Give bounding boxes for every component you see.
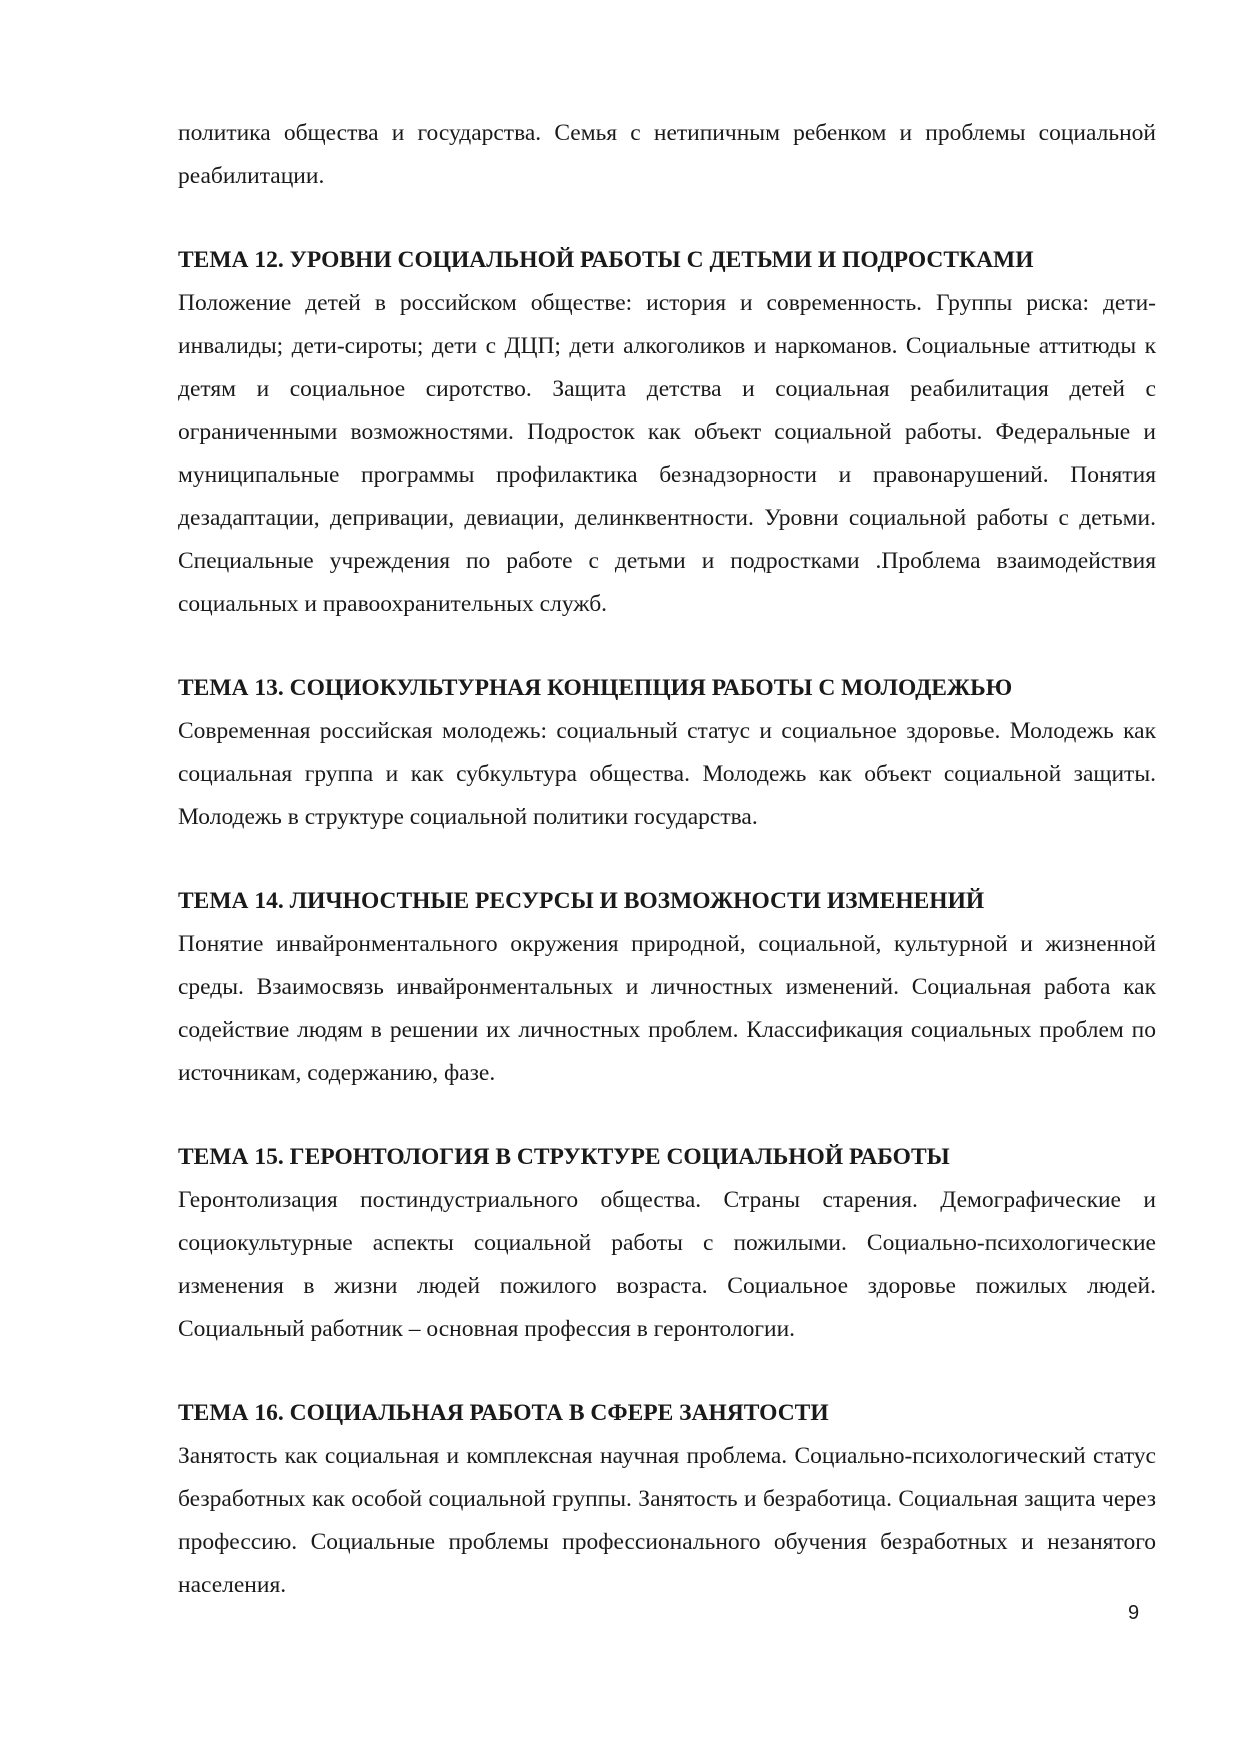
document-page: [178, 112, 1156, 1607]
section-12: [178, 239, 1156, 626]
section-body: Современная российская молодежь: социальный статус и социальное здоровье. Молодежь как социальная группа и как субкультура общества. Молодежь как объект социальной защиты. Молодежь в структуре социальной политики государства.: [178, 718, 1156, 830]
section-13: [178, 667, 1156, 839]
section-gap: [178, 1351, 1156, 1392]
section-title: ТЕМА 14. ЛИЧНОСТНЫЕ РЕСУРСЫ И ВОЗМОЖНОСТИ ИЗМЕНЕНИЙ: [178, 888, 985, 914]
section-title: ТЕМА 15. ГЕРОНТОЛОГИЯ В СТРУКТУРЕ СОЦИАЛЬНОЙ РАБОТЫ: [178, 1144, 950, 1170]
section-body: Положение детей в российском обществе: история и современность. Группы риска: дети-инвалиды; дети-сироты; дети с ДЦП; дети алкоголиков и наркоманов. Социальные аттитюды к детям и социальное сиротство. Защита детства и социальная реабилитация детей с ограниченными возможностями. Подросток как объект социальной работы. Федеральные и муниципальные программы профилактика безнадзорности и правонарушений. Понятия дезадаптации, депривации, девиации, делинквентности. Уровни социальной работы с детьми. Специальные учреждения по работе с детьми и подростками .Проблема взаимодействия социальных и правоохранительных служб.: [178, 290, 1156, 617]
section-gap: [178, 198, 1156, 239]
intro-paragraph: политика общества и государства. Семья с нетипичным ребенком и проблемы социальной реабилитации.: [178, 120, 1156, 189]
section-gap: [178, 1095, 1156, 1136]
section-body: Занятость как социальная и комплексная научная проблема. Социально-психологический статус безработных как особой социальной группы. Занятость и безработица. Социальная защита через профессию. Социальные проблемы профессионального обучения безработных и незанятого населения.: [178, 1443, 1156, 1598]
section-title: ТЕМА 16. СОЦИАЛЬНАЯ РАБОТА В СФЕРЕ ЗАНЯТОСТИ: [178, 1400, 829, 1426]
section-gap: [178, 839, 1156, 880]
section-16: [178, 1392, 1156, 1607]
page-number: 9: [1128, 1602, 1140, 1624]
section-gap: [178, 626, 1156, 667]
section-body: Понятие инвайронментального окружения природной, социальной, культурной и жизненной среды. Взаимосвязь инвайронментальных и личностных изменений. Социальная работа как содействие людям в решении их личностных проблем. Классификация социальных проблем по источникам, содержанию, фазе.: [178, 931, 1156, 1086]
section-14: [178, 880, 1156, 1095]
section-title: ТЕМА 13. СОЦИОКУЛЬТУРНАЯ КОНЦЕПЦИЯ РАБОТЫ С МОЛОДЕЖЬЮ: [178, 675, 1013, 701]
section-15: [178, 1136, 1156, 1351]
section-title: ТЕМА 12. УРОВНИ СОЦИАЛЬНОЙ РАБОТЫ С ДЕТЬМИ И ПОДРОСТКАМИ: [178, 247, 1034, 273]
section-body: Геронтолизация постиндустриального общества. Страны старения. Демографические и социокультурные аспекты социальной работы с пожилыми. Социально-психологические изменения в жизни людей пожилого возраста. Социальное здоровье пожилых людей. Социальный работник – основная профессия в геронтологии.: [178, 1187, 1156, 1342]
